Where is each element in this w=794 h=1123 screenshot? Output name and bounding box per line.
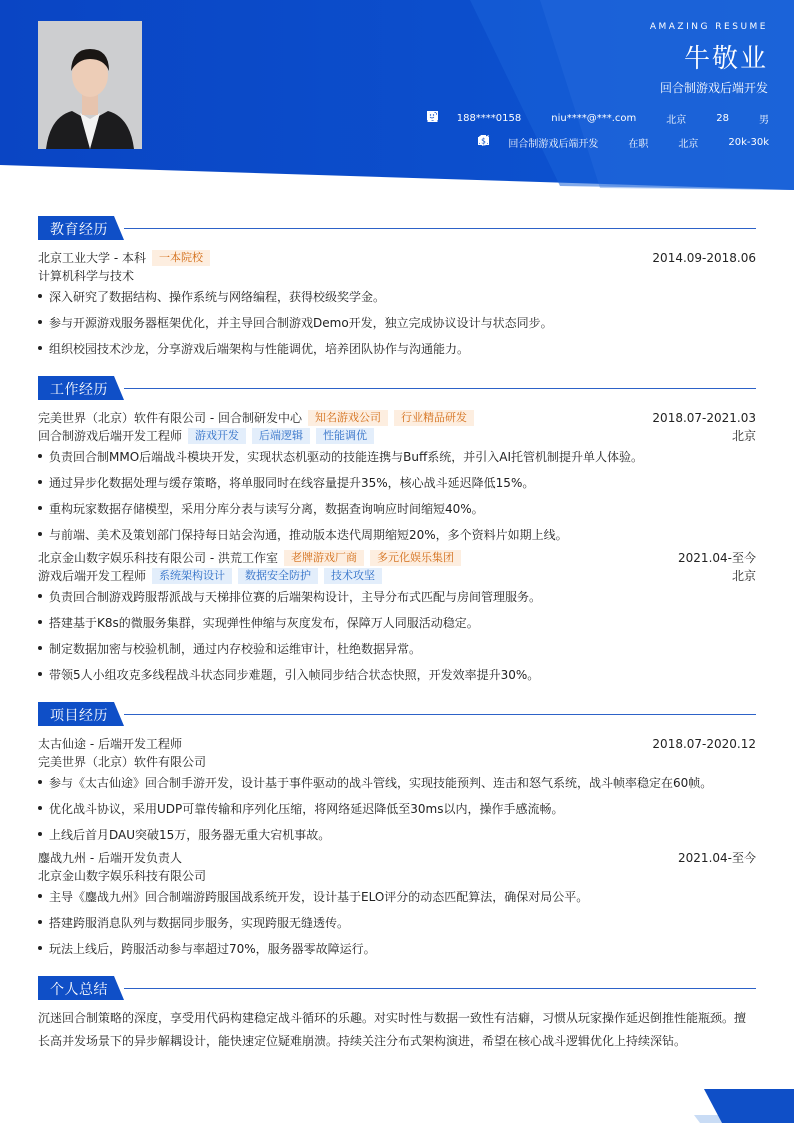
job-city: 北京 bbox=[731, 429, 756, 443]
education-school-line bbox=[38, 249, 756, 266]
section-title: 教育经历 bbox=[50, 222, 108, 238]
intent-salary: $ 20k-30k bbox=[711, 137, 769, 148]
home-icon bbox=[649, 113, 660, 124]
list-item: 上线后首月DAU突破15万，服务器无重大宕机事故。 bbox=[38, 826, 756, 843]
mail-icon bbox=[534, 113, 545, 124]
list-item: 负责回合制游戏跨服帮派战与天梯排位赛的后端架构设计，主导分布式匹配与房间管理服务。 bbox=[38, 588, 756, 605]
list-item: 参与《太古仙途》回合制手游开发，设计基于事件驱动的战斗管线，实现技能预判、连击和怒气系统，战斗帧率稳定在60帧。 bbox=[38, 774, 756, 791]
list-item: 制定数据加密与校验机制，通过内存校验和运维审计，杜绝数据异常。 bbox=[38, 640, 756, 657]
list-item: 玩法上线后，跨服活动参与率超过70%，服务器零故障运行。 bbox=[38, 940, 756, 957]
send-icon bbox=[491, 137, 502, 148]
project-name: 太古仙途 - 后端开发工程师 bbox=[38, 737, 182, 751]
section-title: 项目经历 bbox=[50, 708, 108, 724]
project-date: 2021.04-至今 bbox=[678, 851, 756, 865]
candidate-name: 牛敬业 bbox=[683, 44, 768, 74]
intent-city: 北京 bbox=[661, 135, 698, 150]
contact-age: 28 bbox=[699, 113, 729, 124]
list-item: 与前端、美术及策划部门保持每日站会沟通，推动版本迭代周期缩短20%，多个资料片如期上线。 bbox=[38, 526, 756, 543]
footer-decoration bbox=[0, 1085, 794, 1123]
company-badge: 多元化娱乐集团 bbox=[370, 550, 461, 566]
project-company: 北京金山数字娱乐科技有限公司 bbox=[38, 869, 207, 883]
contact-city: 北京 bbox=[649, 111, 686, 126]
phone-icon bbox=[440, 113, 451, 124]
education-major: 计算机科学与技术 bbox=[38, 269, 135, 283]
avatar bbox=[38, 21, 142, 149]
skill-badge: 数据安全防护 bbox=[238, 568, 318, 584]
cake-icon bbox=[699, 113, 710, 124]
list-item: 参与开源游戏服务器框架优化，并主导回合制游戏Demo开发，独立完成协议设计与状态同步。 bbox=[38, 314, 756, 331]
briefcase-icon bbox=[611, 137, 622, 148]
section-work-header bbox=[38, 376, 756, 400]
project-date: 2018.07-2020.12 bbox=[652, 736, 756, 751]
job-company-line bbox=[38, 549, 756, 566]
list-item: 组织校园技术沙龙，分享游戏后端架构与性能调优，培养团队协作与沟通能力。 bbox=[38, 340, 756, 357]
job-date: 2018.07-2021.03 bbox=[652, 410, 756, 425]
job-intent-row bbox=[478, 135, 769, 150]
project-title-line bbox=[38, 735, 756, 752]
contact-phone: 188****0158 bbox=[440, 113, 522, 124]
position-name: 游戏后端开发工程师 bbox=[38, 569, 147, 583]
candidate-role: 回合制游戏后端开发 bbox=[659, 81, 768, 95]
section-summary-header bbox=[38, 976, 756, 1000]
list-item: 负责回合制MMO后端战斗模块开发，实现状态机驱动的技能连携与Buff系统，并引入AI托管机制提升单人体验。 bbox=[38, 448, 756, 465]
section-projects-header bbox=[38, 702, 756, 726]
contact-email: niu****@***.com bbox=[534, 113, 636, 124]
company-badge: 知名游戏公司 bbox=[308, 410, 388, 426]
company-badge: 行业精品研发 bbox=[394, 410, 474, 426]
project-name: 鏖战九州 - 后端开发负责人 bbox=[38, 851, 182, 865]
position-name: 回合制游戏后端开发工程师 bbox=[38, 429, 183, 443]
contact-row bbox=[427, 111, 769, 126]
list-item: 搭建跨服消息队列与数据同步服务，实现跨服无缝透传。 bbox=[38, 914, 756, 931]
education-date: 2014.09-2018.06 bbox=[652, 250, 756, 265]
skill-badge: 后端逻辑 bbox=[252, 428, 310, 444]
skill-badge: 技术攻坚 bbox=[324, 568, 382, 584]
intent-position: 回合制游戏后端开发 bbox=[491, 135, 598, 150]
skill-badge: 性能调优 bbox=[316, 428, 374, 444]
job-date: 2021.04-至今 bbox=[678, 551, 756, 565]
project-company: 完美世界（北京）软件有限公司 bbox=[38, 755, 207, 769]
section-education-header bbox=[38, 216, 756, 240]
list-item: 深入研究了数据结构、操作系统与网络编程，获得校级奖学金。 bbox=[38, 288, 756, 305]
list-item: 搭建基于K8s的微服务集群，实现弹性伸缩与灰度发布，保障万人同服活动稳定。 bbox=[38, 614, 756, 631]
summary-text: 沉迷回合制策略的深度，享受用代码构建稳定战斗循环的乐趣。对实时性与数据一致性有洁癖，习惯从玩家操作延迟倒推性能瓶颈。擅长高并发场景下的异步解耦设计，能快速定位疑难崩溃。持续关注分布式架构演进，希望在核心战斗逻辑优化上持续深钻。 bbox=[38, 1011, 747, 1048]
list-item: 优化战斗协议，采用UDP可靠传输和序列化压缩，将网络延迟降低至30ms以内，操作手感流畅。 bbox=[38, 800, 756, 817]
section-title: 个人总结 bbox=[50, 982, 108, 998]
intent-status: 在职 bbox=[611, 135, 648, 150]
list-item: 主导《鏖战九州》回合制端游跨服国战系统开发，设计基于ELO评分的动态匹配算法，确保对局公平。 bbox=[38, 888, 756, 905]
resume-tag: AMAZING RESUME bbox=[649, 22, 768, 32]
job-city: 北京 bbox=[731, 569, 756, 583]
header-banner bbox=[0, 0, 794, 195]
school-badge: 一本院校 bbox=[152, 250, 210, 266]
school-name: 北京工业大学 - 本科 bbox=[38, 251, 146, 265]
company-name: 完美世界（北京）软件有限公司 - 回合制研发中心 bbox=[38, 411, 302, 425]
list-item: 重构玩家数据存储模型，采用分库分表与读写分离，数据查询响应时间缩短40%。 bbox=[38, 500, 756, 517]
list-item: 通过异步化数据处理与缓存策略，将单服同时在线容量提升35%，核心战斗延迟降低15%。 bbox=[38, 474, 756, 491]
list-item: 带领5人小组攻克多线程战斗状态同步难题，引入帧同步结合状态快照，开发效率提升30%。 bbox=[38, 666, 756, 683]
section-title: 工作经历 bbox=[50, 382, 108, 398]
job-company-line bbox=[38, 409, 756, 426]
job-position-line bbox=[38, 567, 756, 584]
contact-gender: 男 bbox=[742, 111, 769, 126]
company-badge: 老牌游戏厂商 bbox=[284, 550, 364, 566]
skill-badge: 游戏开发 bbox=[188, 428, 246, 444]
project-title-line bbox=[38, 849, 756, 866]
gender-icon bbox=[742, 113, 753, 124]
location-icon bbox=[661, 137, 672, 148]
job-position-line bbox=[38, 427, 756, 444]
company-name: 北京金山数字娱乐科技有限公司 - 洪荒工作室 bbox=[38, 551, 278, 565]
skill-badge: 系统架构设计 bbox=[152, 568, 232, 584]
svg-text:$: $ bbox=[481, 136, 487, 146]
